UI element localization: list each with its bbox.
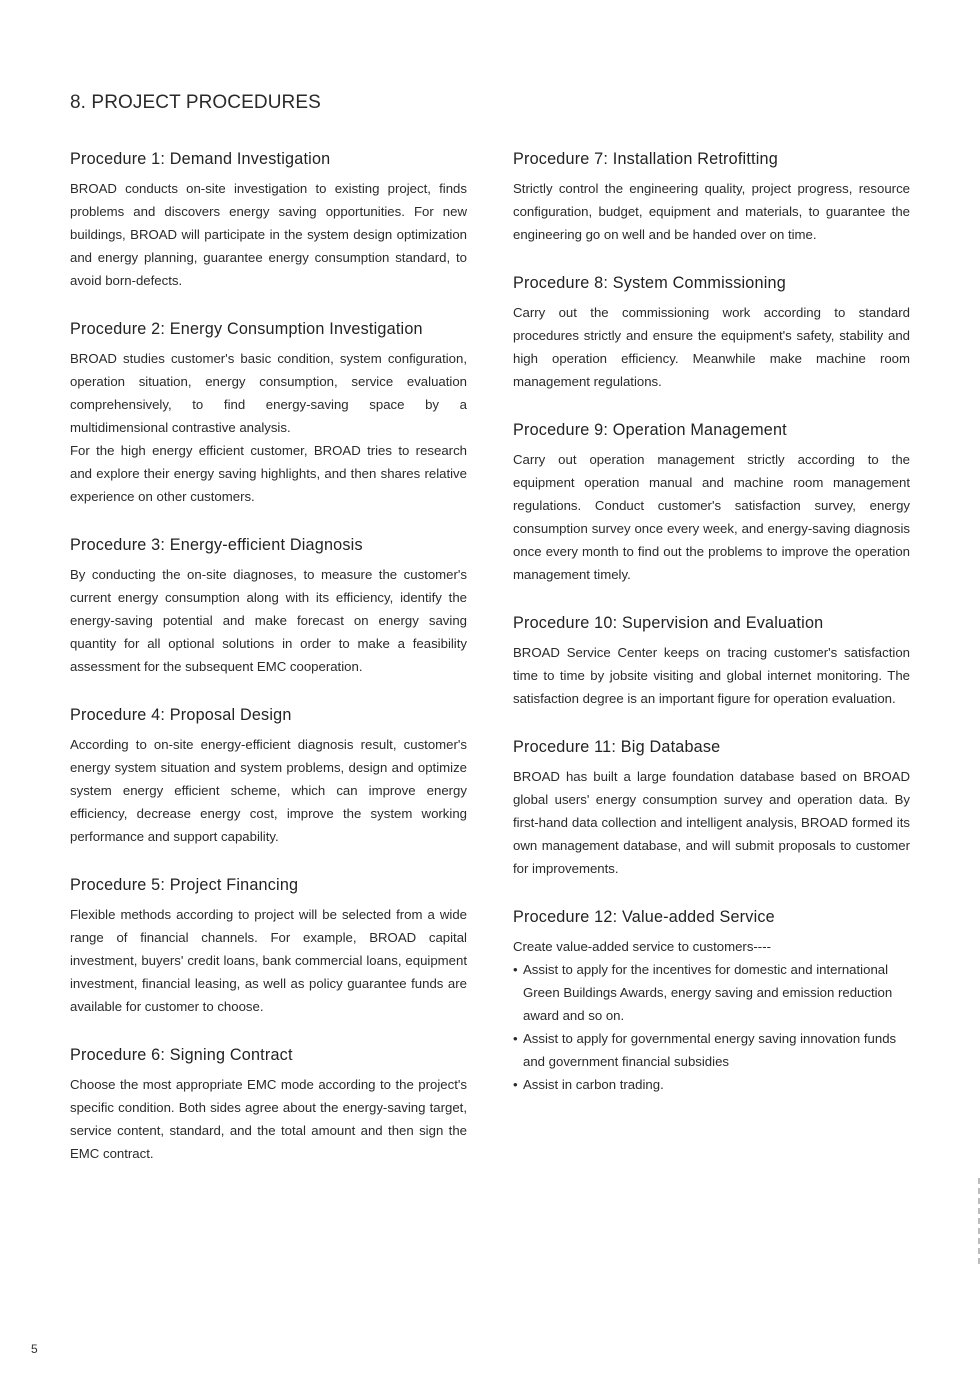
procedure-3-text: By conducting the on-site diagnoses, to measure the customer's current energy consumption along with its efficiency, identify the energy-saving potential and make forecast on energy saving quantity for all optional solutions in order to make a feasibility assessment for the subsequent EMC cooperation. — [70, 567, 467, 674]
bullet-dot-icon: • — [513, 1031, 518, 1046]
procedure-10-text: BROAD Service Center keeps on tracing customer's satisfaction time to time by jobsite visiting and global internet monitoring. The satisfaction degree is an important figure for operation evaluation. — [513, 645, 910, 706]
procedure-12-text: Create value-added service to customers---- — [513, 939, 771, 954]
procedure-9-section — [513, 418, 910, 586]
procedure-8-section — [513, 271, 910, 393]
bullet-item — [513, 1027, 910, 1073]
procedure-1-heading: Procedure 1: Demand Investigation — [70, 150, 331, 168]
procedure-9-heading: Procedure 9: Operation Management — [513, 421, 787, 439]
bullet-item — [513, 1073, 910, 1096]
procedure-12-section — [513, 905, 910, 1096]
procedure-5-section — [70, 873, 467, 1018]
procedure-2-section — [70, 317, 467, 508]
page-number: 5 — [31, 1342, 38, 1356]
value-added-bullet-list — [513, 958, 910, 1096]
procedure-1-text: BROAD conducts on-site investigation to existing project, finds problems and discovers energy saving opportunities. For new buildings, BROAD will participate in the system design optimization and energy planning, guarantee energy consumption standard, to avoid born-defects. — [70, 181, 467, 288]
procedure-11-text: BROAD has built a large foundation database based on BROAD global users' energy consumption survey and operation data. By first-hand data collection and intelligent analysis, BROAD formed its own management database, and will submit proposals to customer for improvements. — [513, 769, 910, 876]
bullet-item — [513, 958, 910, 1027]
bullet-item-text: Assist to apply for the incentives for domestic and international Green Buildings Awards, energy saving and emission reduction award and so on. — [523, 962, 893, 1023]
procedure-1-section — [70, 147, 467, 292]
bullet-item-text: Assist to apply for governmental energy saving innovation funds and government financial subsidies — [523, 1031, 897, 1069]
procedure-4-text: According to on-site energy-efficient diagnosis result, customer's energy system situation and system problems, design and optimize system energy efficient scheme, which can improve energy efficiency, decrease energy cost, improve the system working performance and support capability. — [70, 737, 467, 844]
procedure-2-text-1: BROAD studies customer's basic condition, system configuration, operation situation, energy consumption, service evaluation comprehensively, to find energy-saving space by a multidimensional contrastive analysis. — [70, 351, 467, 435]
procedure-4-heading: Procedure 4: Proposal Design — [70, 706, 292, 724]
procedure-3-heading: Procedure 3: Energy-efficient Diagnosis — [70, 536, 363, 554]
procedure-9-text: Carry out operation management strictly according to the equipment operation manual and machine room management regulations. Conduct customer's satisfaction survey, energy consumption survey once every week, and energy-saving diagnosis once every month to find out the problems to improve the operation management timely. — [513, 452, 910, 582]
right-column — [513, 147, 910, 1121]
procedure-2-heading: Procedure 2: Energy Consumption Investigation — [70, 320, 423, 338]
procedure-8-heading: Procedure 8: System Commissioning — [513, 274, 786, 292]
procedure-10-section — [513, 611, 910, 710]
left-column — [70, 147, 467, 1190]
procedure-10-heading: Procedure 10: Supervision and Evaluation — [513, 614, 824, 632]
procedure-8-text: Carry out the commissioning work according to standard procedures strictly and ensure the equipment's safety, stability and high operation efficiency. Meanwhile make machine room management regulations. — [513, 305, 910, 389]
procedure-6-text: Choose the most appropriate EMC mode according to the project's specific condition. Both sides agree about the energy-saving target, service content, standard, and the total amount and then sign the EMC contract. — [70, 1077, 467, 1161]
procedure-7-heading: Procedure 7: Installation Retrofitting — [513, 150, 778, 168]
bullet-item-text: Assist in carbon trading. — [523, 1077, 664, 1092]
procedure-7-section — [513, 147, 910, 246]
bullet-dot-icon: • — [513, 962, 518, 977]
bullet-dot-icon: • — [513, 1077, 518, 1092]
procedure-6-heading: Procedure 6: Signing Contract — [70, 1046, 293, 1064]
procedure-5-text: Flexible methods according to project will be selected from a wide range of financial channels. For example, BROAD capital investment, buyers' credit loans, bank commercial loans, equipment investment, financial leasing, as well as policy guarantee funds are available for customer to choose. — [70, 907, 467, 1014]
procedure-11-heading: Procedure 11: Big Database — [513, 738, 721, 756]
procedure-7-text: Strictly control the engineering quality, project progress, resource configuration, budget, equipment and materials, to guarantee the engineering go on well and be handed over on time. — [513, 181, 910, 242]
procedure-12-heading: Procedure 12: Value-added Service — [513, 908, 775, 926]
page-title: 8. PROJECT PROCEDURES — [70, 92, 321, 113]
procedure-5-heading: Procedure 5: Project Financing — [70, 876, 299, 894]
procedure-6-section — [70, 1043, 467, 1165]
procedure-11-section — [513, 735, 910, 880]
procedure-2-text-2: For the high energy efficient customer, BROAD tries to research and explore their energy saving highlights, and then shares relative experience on other customers. — [70, 443, 467, 504]
procedure-4-section — [70, 703, 467, 848]
procedure-3-section — [70, 533, 467, 678]
